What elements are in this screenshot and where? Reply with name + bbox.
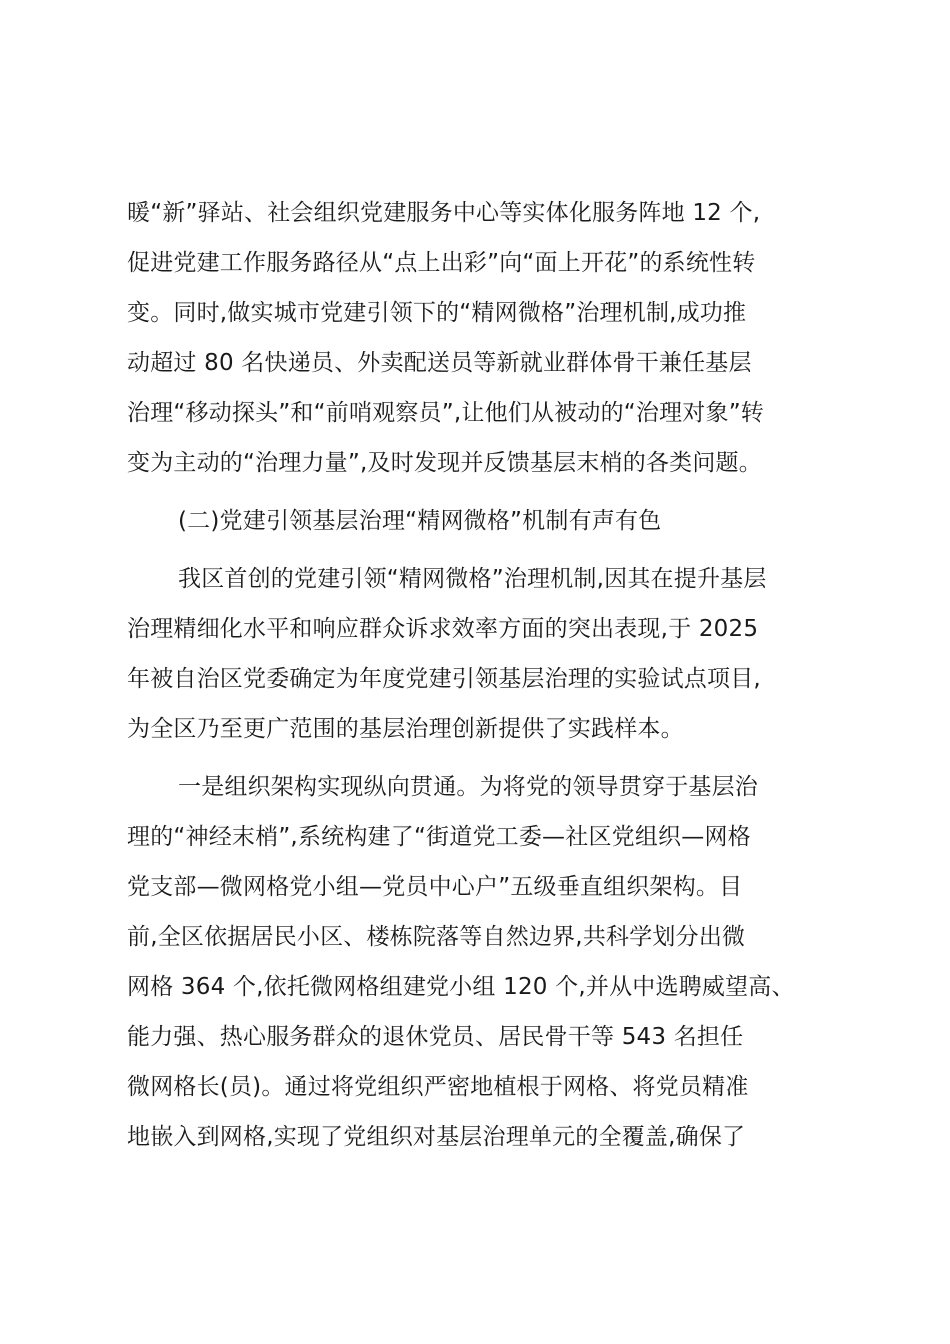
text-line: 为全区乃至更广范围的基层治理创新提供了实践样本。 [127, 716, 684, 742]
text-line: 我区首创的党建引领“精网微格”治理机制,因其在提升基层 [178, 566, 767, 592]
text-line: 治理“移动探头”和“前哨观察员”,让他们从被动的“治理对象”转 [127, 400, 765, 426]
text-line: 暖“新”驿站、社会组织党建服务中心等实体化服务阵地 12 个, [127, 200, 761, 226]
text-line: 变为主动的“治理力量”,及时发现并反馈基层末梢的各类问题。 [127, 450, 762, 476]
text-line: 动超过 80 名快递员、外卖配送员等新就业群体骨干兼任基层 [127, 350, 752, 376]
text-line: 网格 364 个,依托微网格组建党小组 120 个,并从中选聘威望高、 [127, 974, 795, 1000]
text-line: 促进党建工作服务路径从“点上出彩”向“面上开花”的系统性转 [127, 250, 756, 276]
text-line: 治理精细化水平和响应群众诉求效率方面的突出表现,于 2025 [127, 616, 759, 642]
text-line: 前,全区依据居民小区、楼栋院落等自然边界,共科学划分出微 [127, 924, 746, 950]
text-line: 一是组织架构实现纵向贯通。为将党的领导贯穿于基层治 [178, 774, 758, 800]
text-line: 能力强、热心服务群众的退休党员、居民骨干等 543 名担任 [127, 1024, 744, 1050]
text-line: 变。同时,做实城市党建引领下的“精网微格”治理机制,成功推 [127, 300, 747, 326]
text-line: 年被自治区党委确定为年度党建引领基层治理的实验试点项目, [127, 666, 761, 692]
text-line: 地嵌入到网格,实现了党组织对基层治理单元的全覆盖,确保了 [127, 1124, 746, 1150]
text-line: 微网格长(员)。通过将党组织严密地植根于网格、将党员精准 [127, 1074, 749, 1100]
text-line: 党支部—微网格党小组—党员中心户”五级垂直组织架构。目 [127, 874, 743, 900]
section-heading: (二)党建引领基层治理“精网微格”机制有声有色 [178, 508, 662, 534]
text-line: 理的“神经末梢”,系统构建了“街道党工委—社区党组织—网格 [127, 824, 751, 850]
